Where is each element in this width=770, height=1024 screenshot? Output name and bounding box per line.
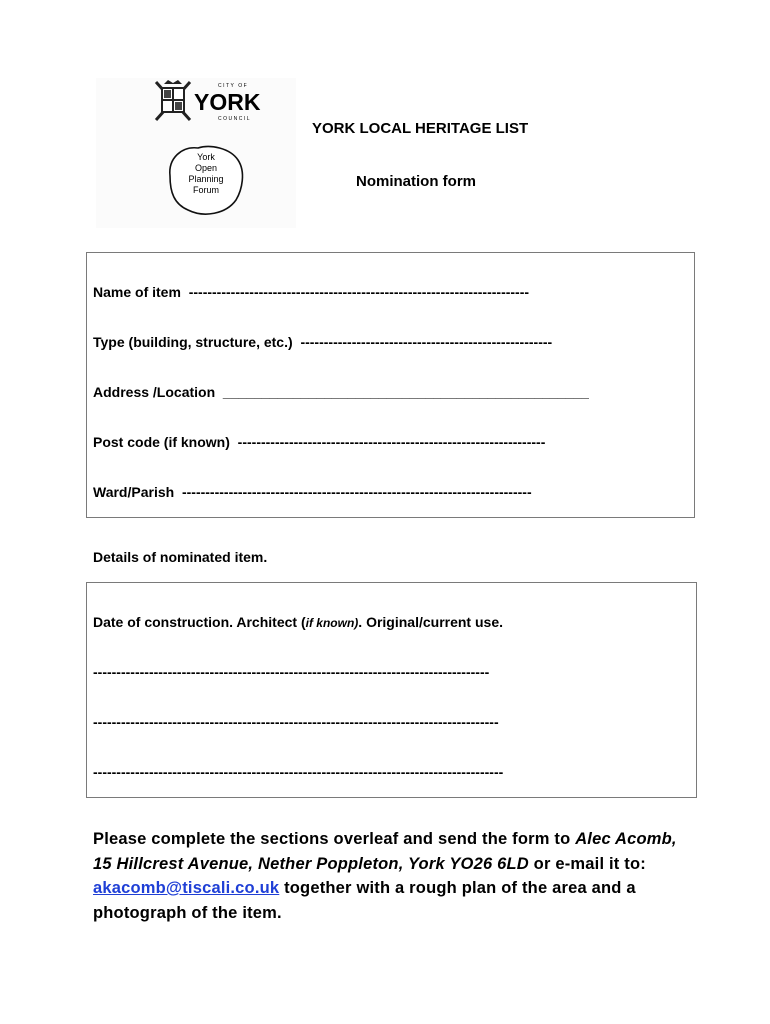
- details-heading: Details of nominated item.: [93, 549, 268, 565]
- field-address[interactable]: [93, 384, 589, 400]
- field-ward-parish[interactable]: [93, 484, 532, 500]
- field-label: Address /Location: [93, 384, 216, 400]
- forum-line-1: York: [197, 152, 215, 162]
- field-fill-line: ------------------------------------------------------: [300, 334, 553, 350]
- instructions-text: Please complete the sections overleaf and send the form to: [93, 830, 576, 848]
- logo-area: [96, 78, 296, 228]
- field-label: Name of item: [93, 284, 181, 300]
- details-line-3[interactable]: ----------------------------------------------------------------------------------------: [93, 764, 504, 780]
- forum-line-2: Open: [194, 163, 218, 173]
- prompt-text: Date of construction. Architect (: [93, 614, 306, 630]
- york-council-logo: [152, 78, 282, 128]
- submission-instructions: [93, 827, 693, 925]
- document-subtitle: Nomination form: [356, 173, 476, 190]
- email-link[interactable]: akacomb@tiscali.co.uk: [93, 879, 280, 897]
- forum-line-4: Forum: [192, 185, 220, 195]
- crest-icon: [156, 80, 190, 120]
- forum-logo: [160, 140, 248, 218]
- prompt-text-end: . Original/current use.: [358, 614, 503, 630]
- prompt-italic-text: if known): [305, 616, 359, 630]
- instructions-text-3: together with a rough plan of the area and a photograph of the item.: [93, 879, 636, 922]
- details-line-2[interactable]: ---------------------------------------------------------------------------------------: [93, 714, 499, 730]
- field-fill-line: _______________________________________________: [222, 384, 589, 400]
- field-name-of-item[interactable]: [93, 284, 529, 300]
- instructions-text-2: or e-mail it to:: [528, 854, 646, 873]
- details-line-1[interactable]: -------------------------------------------------------------------------------------: [93, 664, 490, 680]
- field-fill-line: ------------------------------------------------------------------: [237, 434, 546, 450]
- field-post-code[interactable]: [93, 434, 545, 450]
- field-label: Post code (if known): [93, 434, 230, 450]
- document-title: YORK LOCAL HERITAGE LIST: [312, 120, 529, 137]
- field-label: Ward/Parish: [93, 484, 175, 500]
- council-top-text: CITY OF: [218, 83, 249, 89]
- forum-line-3: Planning: [188, 174, 224, 184]
- details-prompt: [93, 614, 503, 630]
- field-fill-line: ---------------------------------------------------------------------------: [181, 484, 532, 500]
- postal-address: Alec Acomb, 15 Hillcrest Avenue, Nether Poppleton, York YO26 6LD: [93, 830, 677, 873]
- field-label: Type (building, structure, etc.): [93, 334, 293, 350]
- field-type[interactable]: [93, 334, 552, 350]
- council-bottom-text: COUNCIL: [218, 116, 252, 122]
- field-fill-line: -------------------------------------------------------------------------: [188, 284, 530, 300]
- council-name-text: YORK: [194, 89, 261, 115]
